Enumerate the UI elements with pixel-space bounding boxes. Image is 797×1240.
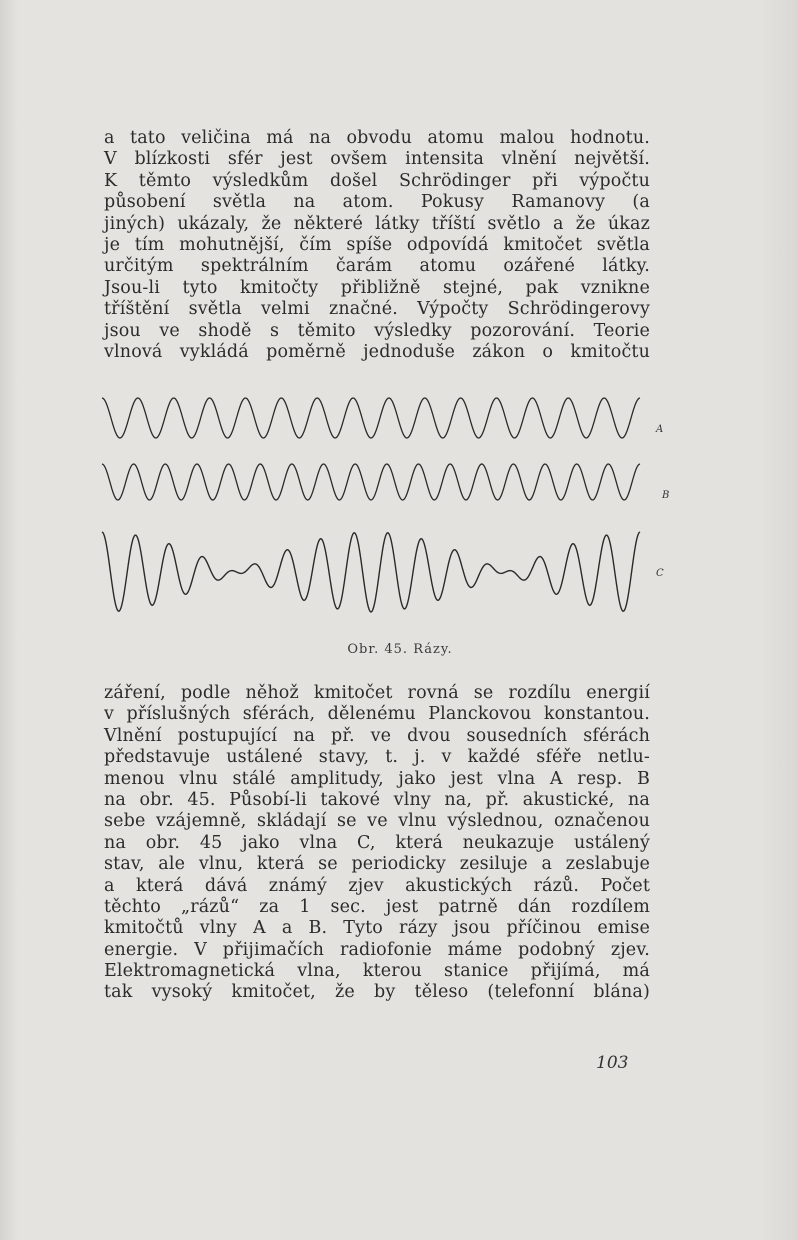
page-number: 103 (596, 1053, 629, 1073)
text-line: vlnová vykládá poměrně jednoduše zákon o kmitočtu (104, 341, 650, 362)
text-line: K těmto výsledkům došel Schrödinger při výpočtu (104, 170, 650, 191)
text-line: stav, ale vlnu, která se periodicky zesiluje a zeslabuje (104, 854, 650, 875)
wave-label-b: B (662, 490, 670, 501)
text-line: těchto „rázů“ za 1 sec. jest patrně dán rozdílem (104, 896, 650, 917)
text-line: menou vlnu stálé amplitudy, jako jest vlna A resp. B (104, 768, 650, 789)
beats-wave-diagram (90, 392, 690, 632)
text-line: působení světla na atom. Pokusy Ramanovy (a (104, 192, 650, 213)
text-line: kmitočtů vlny A a B. Tyto rázy jsou příčinou emise (104, 918, 650, 939)
paragraph-top (104, 128, 650, 363)
text-line: záření, podle něhož kmitočet rovná se rozdílu energií (104, 683, 650, 703)
text-line: tak vysoký kmitočet, že by těleso (telefonní blána) (104, 982, 650, 1003)
text-line: v příslušných sférách, dělenému Planckovou konstantou. (104, 704, 650, 725)
text-line: energie. V přijimačích radiofonie máme podobný zjev. (104, 939, 650, 960)
text-line: určitým spektrálním čarám atomu ozářené látky. (104, 256, 650, 277)
text-line: je tím mohutnější, čím spíše odpovídá kmitočet světla (104, 234, 650, 255)
wave-a (102, 398, 640, 438)
beats-figure (90, 392, 690, 632)
text-line: tříštění světla velmi značné. Výpočty Schrödingerovy (104, 299, 650, 320)
text-line: na obr. 45. Působí-li takové vlny na, př. akustické, na (104, 789, 650, 810)
paragraph-bottom (104, 683, 650, 1004)
text-line: sebe vzájemně, skládají se ve vlnu výslednou, označenou (104, 811, 650, 832)
text-line: jiných) ukázaly, že některé látky tříští světlo a že úkaz (104, 213, 650, 234)
text-line: a která dává známý zjev akustických rázů. Počet (104, 875, 650, 896)
text-line: jsou ve shodě s těmito výsledky pozorování. Teorie (104, 320, 650, 341)
text-line: na obr. 45 jako vlna C, která neukazuje ustálený (104, 832, 650, 853)
text-line: Vlnění postupující na př. ve dvou sousedních sférách (104, 725, 650, 746)
figure-caption: Obr. 45. Rázy. (347, 642, 453, 657)
text-line: a tato veličina má na obvodu atomu malou hodnotu. (104, 128, 650, 148)
wave-c (102, 532, 640, 612)
wave-b (102, 464, 640, 500)
text-line: představuje ustálené stavy, t. j. v každé sféře netlu- (104, 747, 650, 768)
text-line: V blízkosti sfér jest ovšem intensita vlnění největší. (104, 149, 650, 170)
wave-label-a: A (656, 424, 664, 435)
text-line: Jsou-li tyto kmitočty přibližně stejné, pak vznikne (104, 277, 650, 298)
text-line: Elektromagnetická vlna, kterou stanice přijímá, má (104, 961, 650, 982)
wave-label-c: C (656, 568, 664, 579)
